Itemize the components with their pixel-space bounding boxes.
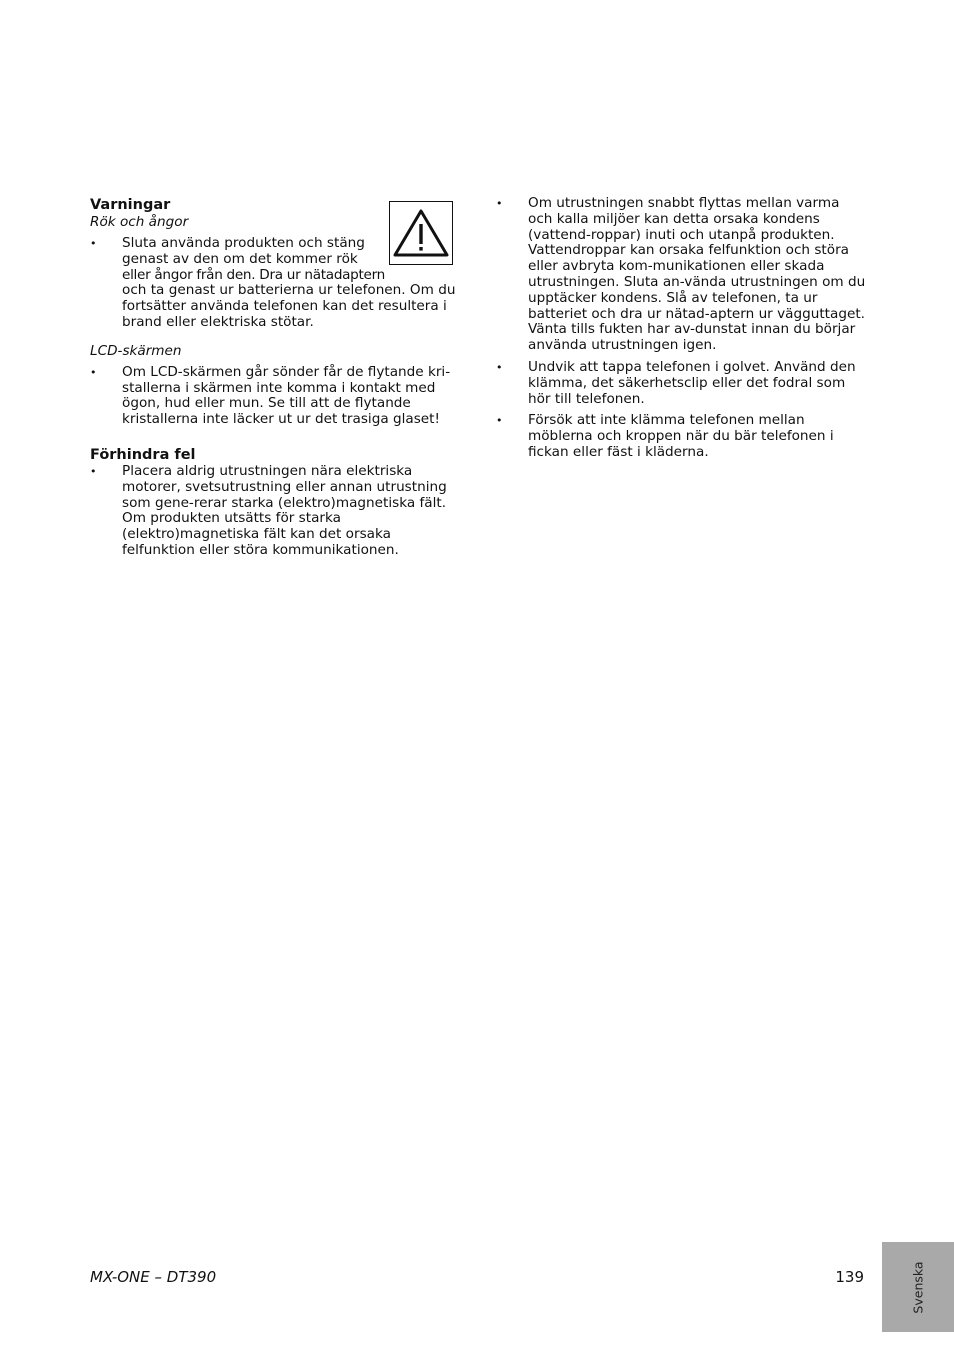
list-item	[90, 365, 460, 428]
bullet: •	[90, 464, 97, 478]
bullet: •	[496, 414, 503, 428]
right-list	[496, 196, 868, 461]
list-item	[496, 196, 868, 354]
lcd-subheading: LCD-skärmen	[90, 342, 182, 359]
list-item	[90, 464, 460, 559]
right-item-3: Försök att inte klämma telefonen mellan möblerna och kroppen när du bär telefonen i fickan eller fäst i kläderna.	[528, 412, 834, 460]
bullet: •	[496, 360, 503, 374]
warning-triangle-svg	[392, 207, 450, 259]
right-item-1: Om utrustningen snabbt flyttas mellan varma och kalla miljöer kan detta orsaka kondens (vattend-roppar) inuti och utanpå produkten. Vattendroppar kan orsaka felfunktion och störa eller avbryta kom-munikationen eller skada utrustningen. Sluta an-vända utrustningen om du upptäcker kondens. Slå av telefonen, ta ur batteriet och dra ur nätad-aptern ur vägguttaget. Vänta tills fukten har av-dunstat innan du börjar använda utrustningen igen.	[528, 195, 866, 354]
bullet: •	[496, 197, 503, 210]
footer-title: MX-ONE – DT390	[90, 1268, 217, 1286]
smoke-item-rest: och ta genast ur batterierna ur telefonen. Om du fortsätter använda telefonen kan det resultera i brand eller elektriska stötar.	[122, 282, 456, 330]
prevent-heading: Förhindra fel	[90, 446, 196, 463]
bullet: •	[90, 237, 97, 250]
prevent-list	[90, 464, 460, 559]
language-tab-label: Svenska	[910, 1260, 926, 1314]
right-column	[496, 196, 868, 467]
lcd-item: Om LCD-skärmen går sönder får de flytande kri-stallerna i skärmen inte komma i kontakt med ögon, hud eller mun. Se till att de flytande kristallerna inte läcker ut ur det trasiga glaset!	[122, 363, 451, 428]
language-tab	[882, 1242, 954, 1332]
bullet: •	[90, 365, 97, 379]
page-number: 139	[835, 1268, 864, 1286]
warnings-heading: Varningar	[90, 197, 171, 213]
warning-triangle-icon	[389, 201, 453, 265]
lcd-list	[90, 365, 460, 428]
list-item	[496, 413, 868, 460]
right-item-2: Undvik att tappa telefonen i golvet. Använd den klämma, det säkerhetsclip eller det fodral som hör till telefonen.	[528, 358, 856, 407]
smoke-item-line1: Sluta använda produkten och stäng	[122, 235, 365, 251]
smoke-item-line2: genast av den om det kommer rök	[122, 250, 358, 267]
list-item	[496, 360, 868, 407]
smoke-item-line3: eller ångor från den. Dra ur nätadaptern	[122, 266, 385, 283]
smoke-subheading: Rök och ångor	[90, 214, 189, 230]
prevent-item: Placera aldrig utrustningen nära elektriska motorer, svetsutrustning eller annan utrustning som gene-rerar starka (elektro)magnetiska fält. Om produkten utsätts för starka (elektro)magnetiska fält kan det orsaka felfunktion eller störa kommunikationen.	[122, 462, 447, 558]
